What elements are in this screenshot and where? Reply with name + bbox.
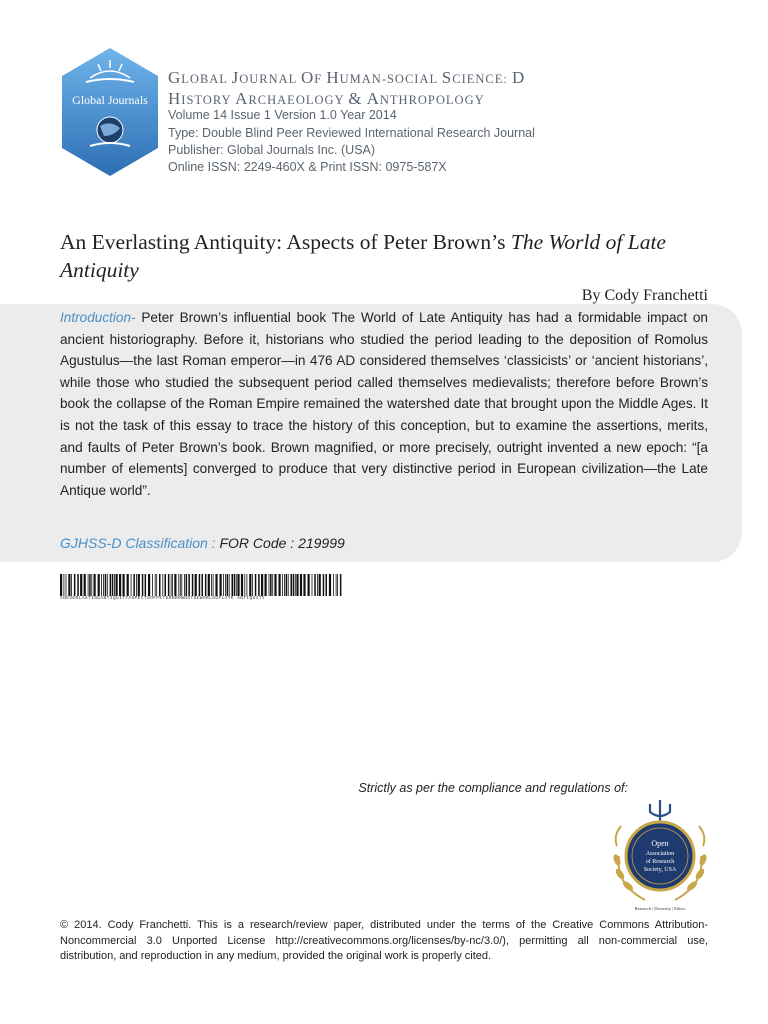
barcode-bar [225,574,226,596]
classification-code: FOR Code : 219999 [219,535,345,551]
barcode-bar [64,574,65,596]
barcode-bar [265,574,267,596]
journal-volume: Volume 14 Issue 1 Version 1.0 Year 2014 [168,108,397,122]
barcode-bar [213,574,214,596]
barcode-bar [232,574,234,596]
barcode-bar [172,574,173,596]
barcode-bar [107,574,108,596]
barcode-bar [159,574,161,596]
barcode-bar [181,574,182,596]
compliance-note: Strictly as per the compliance and regulations of: [358,781,628,795]
barcode-bar [110,574,112,596]
barcode-bar [247,574,248,596]
barcode-bar [227,574,229,596]
barcode-bar [156,574,157,596]
journal-publisher: Publisher: Global Journals Inc. (USA) [168,143,376,157]
barcode-bar [270,574,272,596]
barcode-bar [103,574,104,596]
author-byline: By Cody Franchetti [581,287,708,304]
logo-text: Global Journals [72,93,148,107]
barcode-bar [293,574,295,596]
barcode-bar [333,574,334,596]
barcode-bar [255,574,256,596]
barcode-bar [229,574,230,596]
seal-word-3: of Research [645,859,675,865]
barcode-bar [244,574,245,596]
barcode-bar [312,574,313,596]
barcode-bar [314,574,316,596]
barcode-bar [199,574,201,596]
barcode-bar [180,574,181,596]
barcode-bar [98,574,100,596]
barcode-bar [223,574,224,596]
barcode-bar [145,574,147,596]
barcode-bar [202,574,204,596]
seal-word-2: Association [645,851,675,857]
barcode-bar [133,574,135,596]
journal-type: Type: Double Blind Peer Reviewed International Research Journal [168,126,535,140]
barcode-bar [274,574,276,596]
seal-word-4: Society, USA [643,867,677,873]
barcode-bar [119,574,121,596]
barcode-bar [241,574,243,596]
barcode-bar [174,574,176,596]
barcode-bar [162,574,163,596]
barcode-bar [261,574,263,596]
barcode-bar [308,574,310,596]
barcode-bar [286,574,288,596]
journal-name-line-1: GLOBAL JOURNAL OF HUMAN-SOCIAL SCIENCE: D [168,68,526,87]
abstract-text [60,307,708,501]
barcode-bar [88,574,89,596]
barcode-bar [105,574,107,596]
barcode-bar [282,574,283,596]
barcode-bar [131,574,132,596]
barcode-bar [60,574,62,596]
global-journals-logo [60,46,160,178]
barcode-bar [188,574,190,596]
barcode-bar [220,574,222,596]
classification [60,535,345,551]
barcode-bar [195,574,197,596]
barcode-bar [291,574,293,596]
barcode-bar [184,574,185,596]
barcode-bar [136,574,137,596]
barcode-bar [66,574,67,596]
barcode-bar [123,574,125,596]
barcode-bar [89,574,91,596]
barcode-bar [94,574,96,596]
barcode-bar [152,574,153,596]
barcode-bar [68,574,70,596]
barcode-bar [127,574,129,596]
barcode-bar [340,574,342,596]
barcode-bar [326,574,328,596]
barcode-bar [295,574,296,596]
barcode-bar [116,574,118,596]
seal-word-1: Open [651,839,669,848]
barcode-bar [74,574,76,596]
barcode-bar [186,574,188,596]
barcode-bar [192,574,194,596]
barcode-bar [138,574,140,596]
paper-title [60,228,720,284]
barcode-bar [249,574,251,596]
barcode-bar [319,574,321,596]
barcode-bar [205,574,207,596]
barcode-bar [171,574,172,596]
barcode-bar [269,574,270,596]
barcode-bar [84,574,86,596]
barcode-bar [165,574,167,596]
barcode-bar [329,574,331,596]
journal-name-line-2: HISTORY ARCHAEOLOGY & ANTHROPOLOGY [168,89,485,108]
paper-title-italic: The World of Late Antiquity [60,230,666,282]
paper-title-main: An Everlasting Antiquity: Aspects of Peter Brown’s [60,230,511,254]
barcode-bar [71,574,72,596]
barcode-bar [272,574,273,596]
barcode-bar [208,574,210,596]
barcode-bar [258,574,260,596]
barcode-bar [279,574,281,596]
license-footer: © 2014. Cody Franchetti. This is a research/review paper, distributed under the terms of the Creative Commons Attribution-Noncommercial 3.0 Unported License http://creativecommons.org/licenses/by-nc/3.0/), permitting all non-commercial use, distribution, and reproduction in any medium, provided the original work is properly cited. [60,919,708,962]
abstract-body: Peter Brown’s influential book The World of Late Antiquity has had a formidable impact on ancient historiography. Before it, historians who studied the period leading to the deposition of Romolus Agustulus—the last Roman emperor—in 476 AD considered themselves ‘classicists’ or ‘ancient historians’, while those who studied the subsequent period called themselves medievalists; therefore before Brown’s book the collapse of the Roman Empire remained the watershed date that brought upon the Middle Ages. It is not the task of this essay to trace the history of this conception, but to examine the assertions, merits, and faults of Peter Brown’s book. Brown magnified, or more precisely, outright invented a new epoch: “[a number of elements] converged to produce that very distinctive period in European civilization—the Late Antique world”. [60,310,708,498]
barcode-bar [155,574,156,596]
barcode-bar [323,574,325,596]
barcode-bar [296,574,298,596]
barcode-bar [77,574,79,596]
barcode-bar [211,574,212,596]
seal-motto: Research | Diversity | Ethics [634,906,686,911]
barcode-bar [237,574,239,596]
barcode-bar [168,574,170,596]
barcode-bar [284,574,285,596]
barcode-bar [178,574,179,596]
barcode-bar [288,574,289,596]
barcode-bar [114,574,115,596]
classification-label: GJHSS-D Classification : [60,535,220,551]
barcode-bar [234,574,236,596]
introduction-label: Introduction- [60,310,136,325]
barcode-bar [337,574,338,596]
oars-seal-icon [605,796,715,914]
barcode-bar [252,574,253,596]
barcode-bar [215,574,217,596]
barcode-bar [336,574,337,596]
barcode [60,574,344,596]
barcode-text: ANEVERLASTINGANTIQUITYASPECTSOFPETERBROWNSTHEWORLDOFLATE ANTIQUITY [60,596,266,601]
barcode-bar [300,574,302,596]
barcode-bar [101,574,102,596]
barcode-bar [236,574,237,596]
barcode-bar [80,574,82,596]
barcode-bar [91,574,92,596]
journal-issn: Online ISSN: 2249-460X & Print ISSN: 0975-587X [168,160,447,174]
barcode-bar [303,574,305,596]
barcode-bar [112,574,114,596]
barcode-bar [142,574,144,596]
barcode-bar [317,574,318,596]
barcode-bar [148,574,150,596]
